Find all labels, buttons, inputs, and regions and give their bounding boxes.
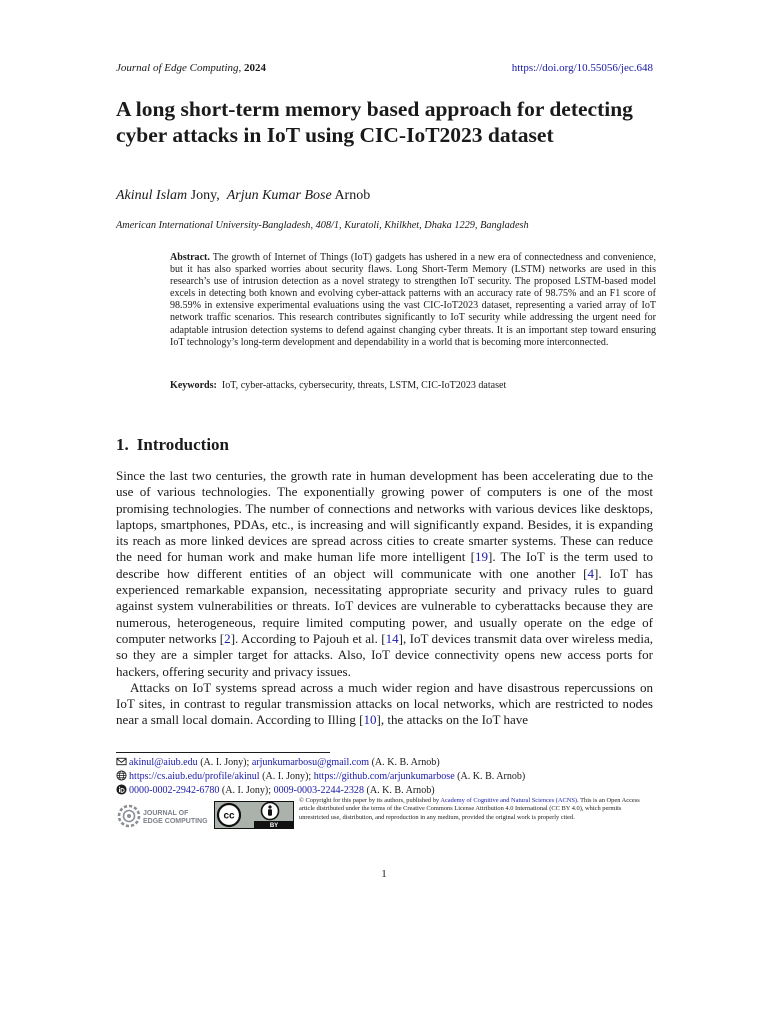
footnote-email (116, 756, 440, 770)
keywords (170, 380, 506, 391)
footnote-text: (A. K. B. Arnob) (454, 771, 526, 782)
abstract-label: Abstract. (170, 252, 210, 263)
keywords-label: Keywords: (170, 380, 217, 391)
footnote-text: (A. K. B. Arnob) (369, 757, 440, 768)
body-text (116, 468, 653, 729)
paper-title: A long short-term memory based approach for detecting cyber attacks in IoT using CIC-IoT2023 dataset (116, 97, 633, 147)
affiliation: American International University-Bangladesh, 408/1, Kuratoli, Khilkhet, Dhaka 1229, Bangladesh (116, 220, 529, 231)
page-number: 1 (381, 868, 387, 880)
text-run: Attacks on IoT systems spread across a much wider region and have disastrous repercussions on IoT sites, in contrast to regular transmission attacks on local networks, which are restricted to nodes near a small local domain. According to Illing [ (116, 679, 653, 728)
publisher-link[interactable]: Academy of Cognitive and Natural Sciences (ACNS) (440, 797, 578, 804)
author-list (116, 188, 370, 204)
cc-by-badge[interactable] (214, 801, 294, 829)
doi-link[interactable]: https://doi.org/10.55056/jec.648 (511, 62, 653, 74)
journal-name: Journal of Edge Computing (116, 62, 239, 74)
journal-logo (116, 802, 212, 830)
footnote-text: (A. I. Jony); (219, 785, 274, 796)
text-run: ], the attacks on the IoT have (376, 712, 529, 728)
footnote-web (116, 770, 525, 784)
journal-separator: , (238, 62, 245, 74)
web-link[interactable]: https://github.com/arjunkumarbose (313, 771, 455, 782)
orcid-link[interactable]: 0009-0003-2244-2328 (273, 785, 364, 796)
section-heading (116, 435, 229, 455)
running-header (116, 62, 653, 78)
citation-link[interactable]: 4 (587, 565, 595, 581)
citation-link[interactable]: 19 (474, 549, 488, 565)
citation-link[interactable]: 14 (385, 630, 399, 646)
text-run: ]. The IoT is the term used to describe how different entities of an object will communicate with one another [ (116, 549, 653, 581)
logo-line-1: JOURNAL OF (143, 810, 189, 817)
abstract-text: The growth of Internet of Things (IoT) gadgets has ushered in a new era of connectedness and convenience, but it has also sparked worries about security flaws. Long Short-Term Memory (LSTM) networks are used in this research’s use of intrusion detection as a novel strategy to strengthen IoT security. The proposed LSTM-based model excels in detecting both known and evolving cyber-attack patterns with an accuracy rate of 98.75% and an F1 score of 98.59% in extensive experimental evaluations using the vast CIC-IoT2023 dataset, representing a varied array of IoT network traffic scenarios. This research contributes significantly to IoT security while addressing the urgent need for adaptable intrusion detection systems to defend against changing cyber threats. It is an important step toward ensuring IoT technology’s long-term development and dependability in a world that is becoming more interconnected. (170, 252, 656, 348)
orcid-icon (116, 784, 127, 795)
journal-citation (116, 62, 266, 74)
footnote-text: (A. K. B. Arnob) (363, 785, 435, 796)
envelope-icon (116, 756, 127, 767)
person-icon (262, 803, 279, 820)
author-separator: , (216, 188, 227, 203)
license-text: . This is an Open Access article distributed under the terms of the Creative Commons License Attribution 4.0 International (CC BY 4.0), which permits unrestricted use, distribution, and reproduction in any medium, provided the original work is properly cited. (299, 797, 640, 821)
abstract (170, 252, 656, 349)
author-2-given: Arjun Kumar Bose (226, 188, 332, 203)
text-run: Since the last two centuries, the growth rate in human development has been accelerating due to the use of various technologies. The exponentially growing power of computers is one of the most promising technologies. The number of connections and networks with various devices like desktops, laptops, smartphones, PDAs, etc., is increasing and will significantly expand. Besides, it is expanding its reach as more linked devices are spread across cities to create smarter systems. These can reduce the need for human work and make human life more intelligent [ (116, 468, 653, 565)
author-1-family: Jony (190, 188, 217, 203)
orcid-link[interactable]: 0000-0002-2942-6780 (129, 785, 220, 796)
text-run: ]. According to Pajouh et al. [ (230, 630, 386, 646)
email-link[interactable]: arjunkumarbosu@gmail.com (251, 757, 370, 768)
by-text: BY (269, 823, 279, 829)
license-notice (299, 797, 653, 822)
journal-year: 2024 (244, 62, 267, 74)
citation-link[interactable]: 2 (224, 630, 231, 646)
web-link[interactable]: https://cs.aiub.edu/profile/akinul (129, 771, 260, 782)
logo-line-2: EDGE COMPUTING (143, 818, 208, 825)
paragraph (116, 468, 653, 680)
paragraph (116, 680, 653, 729)
license-text: © Copyright for this paper by its authors, published by (299, 797, 441, 804)
footnote-rule (116, 752, 330, 753)
footnote-text: (A. I. Jony); (259, 771, 314, 782)
author-1-given: Akinul Islam (116, 188, 188, 203)
citation-link[interactable]: 10 (363, 712, 377, 728)
section-title: Introduction (136, 435, 230, 454)
cc-text: cc (223, 810, 235, 822)
text-run: ]. IoT has experienced remarkable expansion, necessitating appropriate security and privacy rules to guard against system vulnerabilities or threats. IoT devices are vulnerable to cyberattacks because they are numerous, heterogeneous, require limited computing power, and usually operate on the edge of computer networks [ (116, 565, 653, 646)
text-run: ], IoT devices transmit data over wireless media, so they are a simpler target for attacks. Also, IoT device connectivity opens new access ports for hackers, offering security and privacy issues. (116, 630, 654, 679)
footnote-orcid (116, 784, 435, 798)
gear-icon (119, 806, 139, 826)
keywords-text: IoT, cyber-attacks, cybersecurity, threats, LSTM, CIC-IoT2023 dataset (221, 380, 507, 391)
author-2-family: Arnob (334, 188, 371, 203)
section-number: 1. (116, 435, 129, 454)
globe-icon (116, 770, 127, 781)
email-link[interactable]: akinul@aiub.edu (129, 757, 198, 768)
footnote-text: (A. I. Jony); (197, 757, 252, 768)
